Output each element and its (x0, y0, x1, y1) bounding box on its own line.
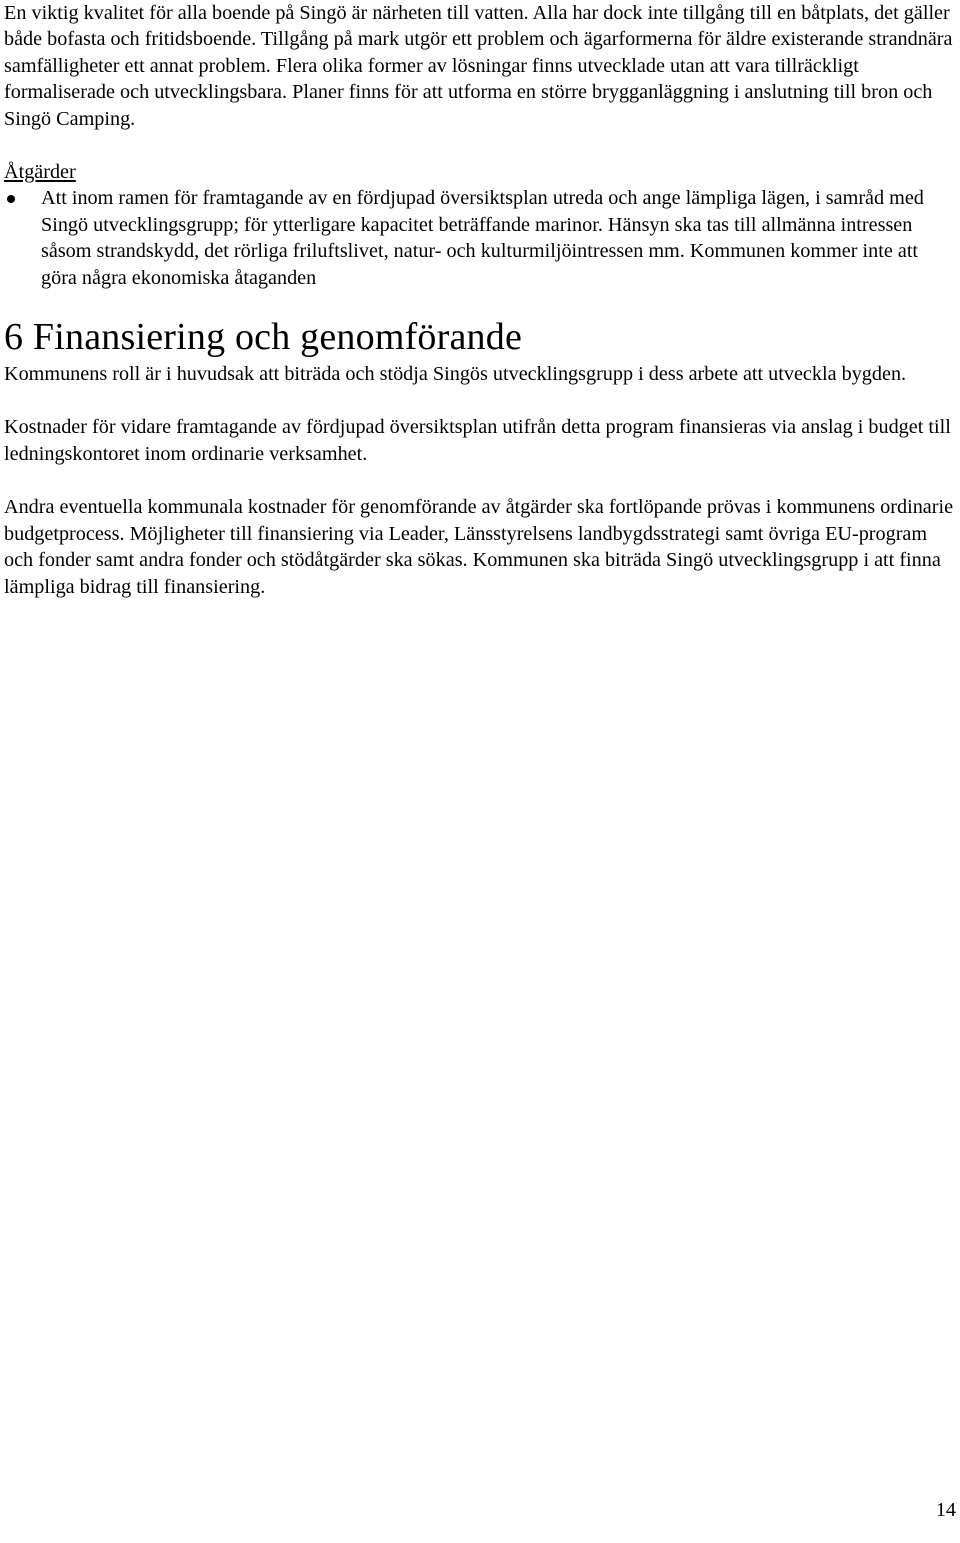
action-item (4, 185, 956, 291)
intro-paragraph: En viktig kvalitet för alla boende på Singö är närheten till vatten. Alla har dock inte tillgång till en båtplats, det gäller både bofasta och fritidsboende. Tillgång på mark utgör ett problem och ägarformerna för äldre existerande strandnära samfälligheter ett annat problem. Flera olika former av lösningar finns utvecklade utan att vara tillräckligt formaliserade och utvecklingsbara. Planer finns för att utforma en större brygganläggning i anslutning till bron och Singö Camping. (4, 2, 953, 130)
section-paragraph: Kostnader för vidare framtagande av fördjupad översiktsplan utifrån detta program finansieras via anslag i budget till ledningskontoret inom ordinarie verksamhet. (4, 416, 951, 465)
section-paragraph: Kommunens roll är i huvudsak att biträda och stödja Singös utvecklingsgrupp i dess arbete att utveckla bygden. (4, 363, 907, 386)
actions-list (4, 185, 956, 291)
page-number: 14 (935, 1499, 956, 1521)
section-heading: 6 Finansiering och genomförande (4, 316, 523, 359)
actions-heading: Åtgärder (4, 161, 76, 184)
action-text: Att inom ramen för framtagande av en fördjupad översiktsplan utreda och ange lämpliga lägen, i samråd med Singö utvecklingsgrupp; för ytterligare kapacitet beträffande marinor. Hänsyn ska tas till allmänna intressen såsom strandskydd, det rörliga friluftslivet, natur- och kulturmiljöintressen mm. Kommunen kommer inte att göra några ekonomiska åtaganden (41, 187, 924, 289)
bullet-icon (7, 195, 15, 203)
section-paragraph: Andra eventuella kommunala kostnader för genomförande av åtgärder ska fortlöpande prövas i kommunens ordinarie budgetprocess. Möjligheter till finansiering via Leader, Länsstyrelsens landbygdsstrategi samt övriga EU-program och fonder samt andra fonder och stödåtgärder ska sökas. Kommunen ska biträda Singö utvecklingsgrupp i att finna lämpliga bidrag till finansiering. (4, 496, 954, 598)
document-page (4, 0, 956, 600)
